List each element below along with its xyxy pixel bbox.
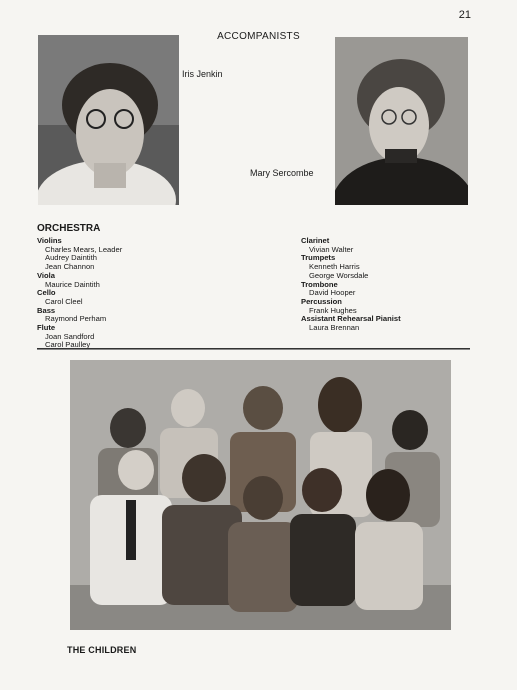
member-name: Joan Sandford <box>45 331 95 341</box>
section-label: Bass <box>37 305 56 315</box>
member-name: Frank Hughes <box>309 305 357 315</box>
section-label: Trumpets <box>301 253 336 263</box>
orchestra-title: ORCHESTRA <box>37 223 101 234</box>
section-label: Trombone <box>301 279 338 289</box>
caption-mary-sercombe: Mary Sercombe <box>250 168 314 178</box>
orchestra-right-column <box>301 237 401 333</box>
page-number: 21 <box>458 9 471 21</box>
section-label: Cello <box>37 288 56 298</box>
member-name: Carol Cleel <box>45 296 83 306</box>
section-label: Viola <box>37 270 56 280</box>
section-label: Assistant Rehearsal Pianist <box>301 314 401 324</box>
section-label: Clarinet <box>301 236 330 245</box>
member-name: Jean Channon <box>45 262 95 272</box>
photo-iris-jenkin <box>38 35 179 205</box>
photo-the-children <box>70 360 451 630</box>
member-name: Vivian Walter <box>309 244 354 254</box>
member-name: Kenneth Harris <box>309 262 360 272</box>
member-name: Charles Mears, Leader <box>45 244 123 254</box>
member-name: Raymond Perham <box>45 314 107 324</box>
orchestra-left-column <box>37 237 122 350</box>
member-name: Laura Brennan <box>309 323 360 333</box>
member-name: Audrey Daintith <box>45 253 97 263</box>
member-name: David Hooper <box>309 288 356 298</box>
caption-the-children: THE CHILDREN <box>67 645 137 655</box>
accompanists-heading: ACCOMPANISTS <box>217 31 300 42</box>
member-name: Carol Paulley <box>45 340 91 350</box>
member-name: Maurice Daintith <box>45 279 100 289</box>
photo-mary-sercombe <box>335 37 468 205</box>
member-name: George Worsdale <box>309 270 369 280</box>
section-label: Flute <box>37 323 56 333</box>
section-divider <box>37 348 470 350</box>
section-label: Percussion <box>301 296 342 306</box>
caption-iris-jenkin: Iris Jenkin <box>182 69 223 79</box>
section-label: Violins <box>37 236 62 245</box>
